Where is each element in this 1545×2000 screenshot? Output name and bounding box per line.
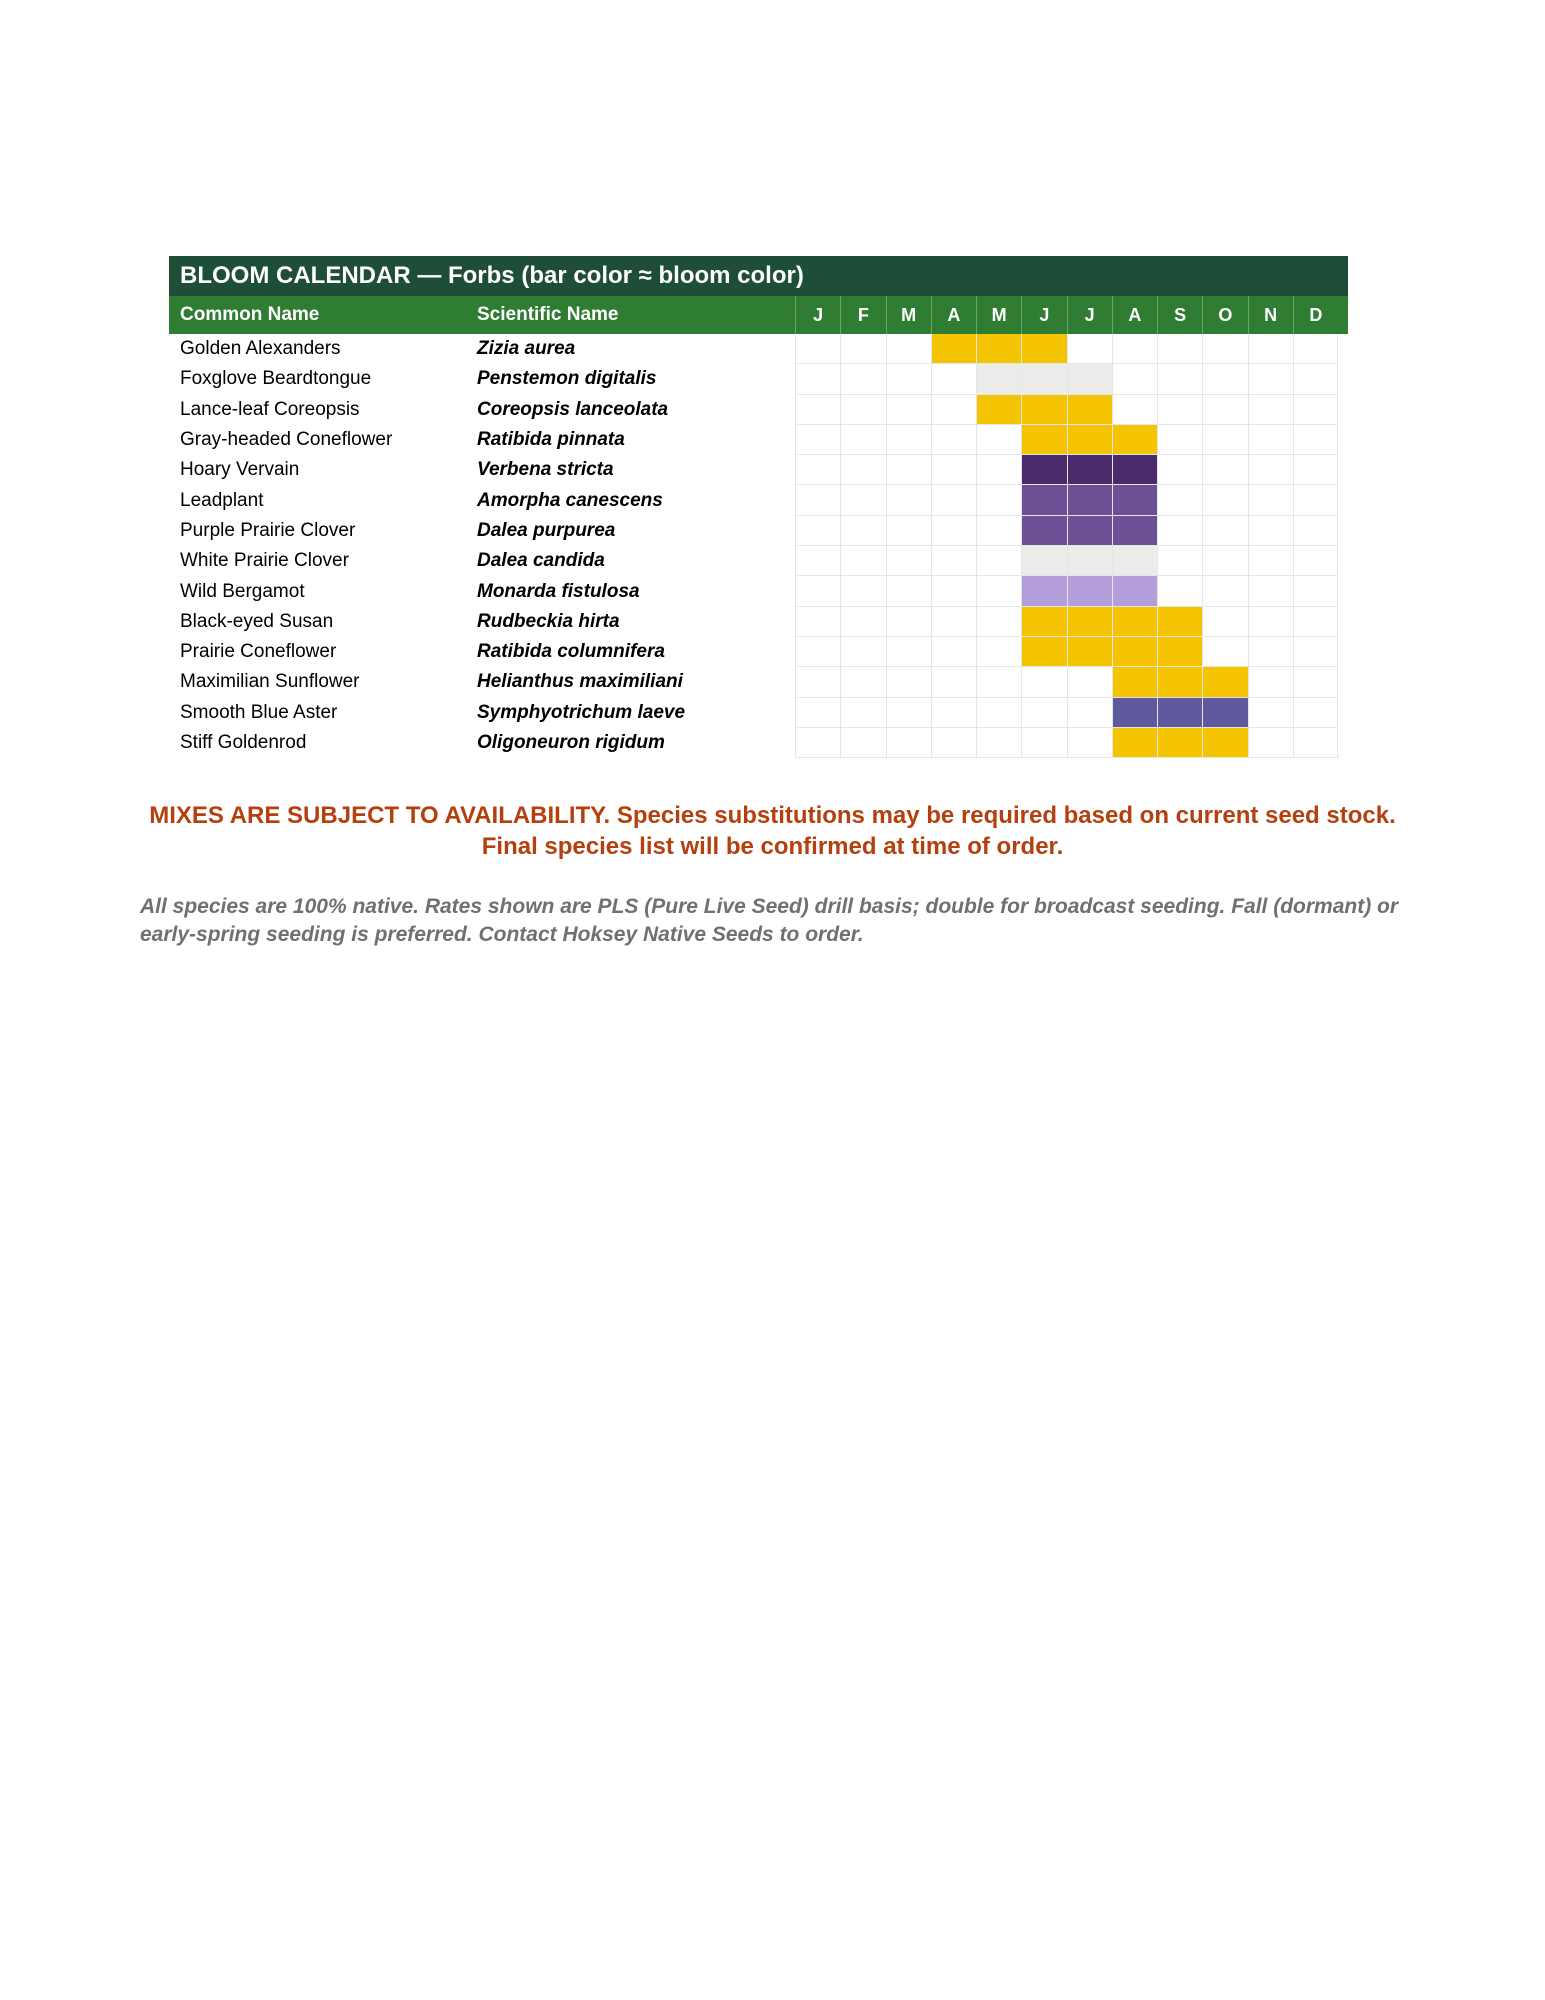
month-cell	[1248, 698, 1293, 728]
scientific-name: Monarda fistulosa	[477, 580, 640, 602]
bloom-bar-cell	[1021, 546, 1066, 576]
month-header: O	[1202, 296, 1247, 334]
bloom-calendar	[169, 256, 1348, 758]
month-cell	[886, 667, 931, 697]
common-name: Wild Bergamot	[180, 580, 305, 602]
month-header: J	[1021, 296, 1066, 334]
bloom-bar-cell	[1021, 485, 1066, 515]
month-cell	[795, 728, 840, 758]
bloom-bar-cell	[1067, 637, 1112, 667]
month-cell	[1248, 425, 1293, 455]
month-cell	[1248, 607, 1293, 637]
month-cell	[1248, 667, 1293, 697]
month-cell	[886, 546, 931, 576]
month-cell	[1157, 485, 1202, 515]
month-cell	[840, 667, 885, 697]
month-cell	[886, 364, 931, 394]
bloom-bar-cell	[1157, 698, 1202, 728]
month-cell	[840, 637, 885, 667]
scientific-name: Dalea candida	[477, 550, 605, 572]
month-cell	[840, 334, 885, 364]
month-header: J	[1067, 296, 1112, 334]
bloom-bar-cell	[1112, 728, 1157, 758]
month-cell	[840, 576, 885, 606]
scientific-name: Helianthus maximiliani	[477, 671, 683, 693]
month-cell	[795, 364, 840, 394]
month-cell	[1202, 516, 1247, 546]
month-headers	[795, 296, 1338, 334]
month-cell	[1067, 334, 1112, 364]
month-cell	[886, 334, 931, 364]
common-name: Smooth Blue Aster	[180, 701, 338, 723]
month-cell	[795, 698, 840, 728]
month-cell	[976, 728, 1021, 758]
month-cell	[1157, 516, 1202, 546]
month-header: A	[931, 296, 976, 334]
bloom-bar-cell	[1067, 607, 1112, 637]
common-name: Purple Prairie Clover	[180, 519, 356, 541]
bloom-bar-cell	[1021, 607, 1066, 637]
month-cell	[886, 728, 931, 758]
month-cell	[1157, 546, 1202, 576]
bloom-bar-cell	[1202, 728, 1247, 758]
scientific-name: Zizia aurea	[477, 338, 576, 360]
month-cell	[976, 455, 1021, 485]
month-cell	[931, 637, 976, 667]
month-cell	[840, 607, 885, 637]
bloom-bar-cell	[1021, 395, 1066, 425]
month-cell	[1293, 395, 1338, 425]
calendar-title: BLOOM CALENDAR — Forbs (bar color ≈ bloom color)	[169, 256, 1348, 296]
month-cell	[1248, 576, 1293, 606]
species-row	[169, 698, 1348, 728]
scientific-name: Verbena stricta	[477, 459, 614, 481]
scientific-name: Rudbeckia hirta	[477, 610, 620, 632]
month-cell	[1293, 516, 1338, 546]
species-row	[169, 607, 1348, 637]
month-cell	[840, 395, 885, 425]
month-cell	[795, 425, 840, 455]
species-row	[169, 425, 1348, 455]
month-cell	[840, 728, 885, 758]
bloom-bar-cell	[1021, 576, 1066, 606]
month-cell	[1157, 364, 1202, 394]
month-cell	[1293, 637, 1338, 667]
month-cell	[1157, 425, 1202, 455]
bloom-bar-cell	[1067, 455, 1112, 485]
month-cell	[795, 607, 840, 637]
species-row	[169, 364, 1348, 394]
month-cell	[1248, 455, 1293, 485]
month-cell	[1067, 728, 1112, 758]
scientific-name: Amorpha canescens	[477, 489, 663, 511]
common-name: Gray-headed Coneflower	[180, 429, 393, 451]
month-cell	[1293, 607, 1338, 637]
bloom-bar-cell	[1021, 455, 1066, 485]
month-cell	[1293, 698, 1338, 728]
month-cell	[1067, 667, 1112, 697]
month-cell	[1112, 364, 1157, 394]
bloom-bar-cell	[1202, 698, 1247, 728]
calendar-rows	[169, 334, 1348, 758]
month-cell	[1293, 576, 1338, 606]
month-cell	[1293, 364, 1338, 394]
scientific-name: Dalea purpurea	[477, 519, 616, 541]
species-row	[169, 395, 1348, 425]
month-cell	[840, 425, 885, 455]
bloom-bar-cell	[1202, 667, 1247, 697]
month-cell	[795, 395, 840, 425]
calendar-header-row	[169, 296, 1348, 334]
bloom-bar-cell	[1067, 576, 1112, 606]
month-cell	[1021, 667, 1066, 697]
month-cell	[976, 485, 1021, 515]
month-cell	[931, 425, 976, 455]
month-header: F	[840, 296, 885, 334]
scientific-name: Oligoneuron rigidum	[477, 732, 665, 753]
month-cell	[1293, 425, 1338, 455]
month-cell	[840, 516, 885, 546]
month-cell	[886, 485, 931, 515]
month-cell	[1202, 425, 1247, 455]
month-cell	[1202, 485, 1247, 515]
month-cell	[931, 455, 976, 485]
month-header: N	[1248, 296, 1293, 334]
month-cell	[931, 607, 976, 637]
month-cell	[1202, 364, 1247, 394]
scientific-name-header: Scientific Name	[477, 304, 619, 325]
month-cell	[795, 576, 840, 606]
species-row	[169, 637, 1348, 667]
month-cell	[1293, 546, 1338, 576]
bloom-bar-cell	[1112, 455, 1157, 485]
scientific-name: Symphyotrichum laeve	[477, 701, 686, 723]
common-name: Prairie Coneflower	[180, 641, 337, 663]
month-cell	[886, 576, 931, 606]
month-cell	[1021, 728, 1066, 758]
month-cell	[976, 637, 1021, 667]
bloom-bar-cell	[1067, 395, 1112, 425]
month-cell	[1112, 395, 1157, 425]
month-cell	[976, 576, 1021, 606]
month-header: J	[795, 296, 840, 334]
month-cell	[931, 546, 976, 576]
bloom-bar-cell	[1112, 667, 1157, 697]
bloom-bar-cell	[1067, 364, 1112, 394]
month-cell	[886, 516, 931, 546]
month-cell	[886, 425, 931, 455]
common-name: Foxglove Beardtongue	[180, 368, 372, 390]
month-cell	[1202, 334, 1247, 364]
common-name: Lance-leaf Coreopsis	[180, 398, 360, 420]
month-cell	[795, 516, 840, 546]
month-cell	[840, 546, 885, 576]
bloom-bar-cell	[1157, 607, 1202, 637]
month-cell	[1202, 607, 1247, 637]
species-row	[169, 516, 1348, 546]
bloom-bar-cell	[1112, 637, 1157, 667]
month-cell	[931, 728, 976, 758]
month-cell	[795, 334, 840, 364]
month-cell	[976, 607, 1021, 637]
month-cell	[976, 425, 1021, 455]
bloom-bar-cell	[1157, 637, 1202, 667]
bloom-bar-cell	[1021, 364, 1066, 394]
species-row	[169, 334, 1348, 364]
scientific-name: Ratibida pinnata	[477, 429, 625, 451]
bloom-bar-cell	[1157, 667, 1202, 697]
month-cell	[840, 485, 885, 515]
month-cell	[1293, 728, 1338, 758]
month-cell	[886, 395, 931, 425]
bloom-bar-cell	[1112, 576, 1157, 606]
bloom-bar-cell	[1112, 607, 1157, 637]
month-cell	[1157, 455, 1202, 485]
month-header: M	[976, 296, 1021, 334]
species-row	[169, 667, 1348, 697]
common-name: Hoary Vervain	[180, 459, 300, 481]
month-cell	[1157, 395, 1202, 425]
month-cell	[1293, 667, 1338, 697]
month-cell	[1293, 334, 1338, 364]
month-cell	[840, 364, 885, 394]
species-row	[169, 455, 1348, 485]
month-cell	[886, 455, 931, 485]
month-cell	[931, 698, 976, 728]
bloom-bar-cell	[1157, 728, 1202, 758]
month-header: S	[1157, 296, 1202, 334]
month-cell	[1112, 334, 1157, 364]
month-cell	[931, 395, 976, 425]
month-cell	[795, 667, 840, 697]
month-cell	[1293, 455, 1338, 485]
bloom-bar-cell	[1067, 425, 1112, 455]
month-cell	[931, 667, 976, 697]
month-cell	[886, 637, 931, 667]
month-cell	[1067, 698, 1112, 728]
month-cell	[1248, 334, 1293, 364]
month-cell	[976, 516, 1021, 546]
common-name-header: Common Name	[180, 304, 320, 325]
month-cell	[976, 667, 1021, 697]
month-cell	[1021, 698, 1066, 728]
bloom-bar-cell	[1067, 485, 1112, 515]
common-name: Stiff Goldenrod	[180, 732, 307, 753]
month-cell	[1202, 546, 1247, 576]
seeding-footnote: All species are 100% native. Rates shown are PLS (Pure Live Seed) drill basis; double for broadcast seeding. Fall (dormant) or early-spring seeding is preferred. Contact Hoksey Native Seeds to order.	[140, 895, 1399, 946]
month-cell	[840, 455, 885, 485]
bloom-bar-cell	[1021, 334, 1066, 364]
common-name: Leadplant	[180, 489, 264, 511]
bloom-bar-cell	[931, 334, 976, 364]
availability-notice: MIXES ARE SUBJECT TO AVAILABILITY. Species substitutions may be required based on current seed stock. Final species list will be confirmed at time of order.	[149, 802, 1396, 860]
common-name: White Prairie Clover	[180, 550, 349, 572]
bloom-bar-cell	[1112, 485, 1157, 515]
month-cell	[1293, 485, 1338, 515]
species-row	[169, 576, 1348, 606]
scientific-name: Penstemon digitalis	[477, 368, 657, 390]
month-cell	[1248, 395, 1293, 425]
species-row	[169, 728, 1348, 758]
month-cell	[886, 698, 931, 728]
common-name: Maximilian Sunflower	[180, 671, 360, 693]
month-cell	[1157, 334, 1202, 364]
month-cell	[1248, 546, 1293, 576]
bloom-bar-cell	[1112, 546, 1157, 576]
month-cell	[795, 546, 840, 576]
bloom-bar-cell	[976, 364, 1021, 394]
month-cell	[795, 455, 840, 485]
month-cell	[1248, 485, 1293, 515]
species-row	[169, 546, 1348, 576]
month-cell	[1248, 516, 1293, 546]
month-cell	[1202, 455, 1247, 485]
month-cell	[931, 576, 976, 606]
month-cell	[886, 607, 931, 637]
month-cell	[1248, 364, 1293, 394]
bloom-bar-cell	[1112, 516, 1157, 546]
month-cell	[976, 698, 1021, 728]
month-header: A	[1112, 296, 1157, 334]
bloom-bar-cell	[976, 395, 1021, 425]
bloom-bar-cell	[976, 334, 1021, 364]
bloom-bar-cell	[1112, 698, 1157, 728]
bloom-bar-cell	[1067, 516, 1112, 546]
scientific-name: Ratibida columnifera	[477, 641, 665, 663]
common-name: Golden Alexanders	[180, 338, 341, 360]
month-cell	[931, 485, 976, 515]
bloom-bar-cell	[1067, 546, 1112, 576]
month-cell	[795, 637, 840, 667]
month-cell	[840, 698, 885, 728]
month-cell	[1248, 637, 1293, 667]
month-cell	[1248, 728, 1293, 758]
month-cell	[931, 516, 976, 546]
species-row	[169, 485, 1348, 515]
month-cell	[1202, 637, 1247, 667]
month-cell	[1202, 576, 1247, 606]
common-name: Black-eyed Susan	[180, 610, 334, 632]
bloom-bar-cell	[1112, 425, 1157, 455]
bloom-bar-cell	[1021, 637, 1066, 667]
bloom-bar-cell	[1021, 516, 1066, 546]
month-cell	[795, 485, 840, 515]
month-header: D	[1293, 296, 1338, 334]
month-cell	[1202, 395, 1247, 425]
month-cell	[1157, 576, 1202, 606]
scientific-name: Coreopsis lanceolata	[477, 398, 669, 420]
bloom-bar-cell	[1021, 425, 1066, 455]
month-header: M	[886, 296, 931, 334]
month-cell	[931, 364, 976, 394]
month-cell	[976, 546, 1021, 576]
